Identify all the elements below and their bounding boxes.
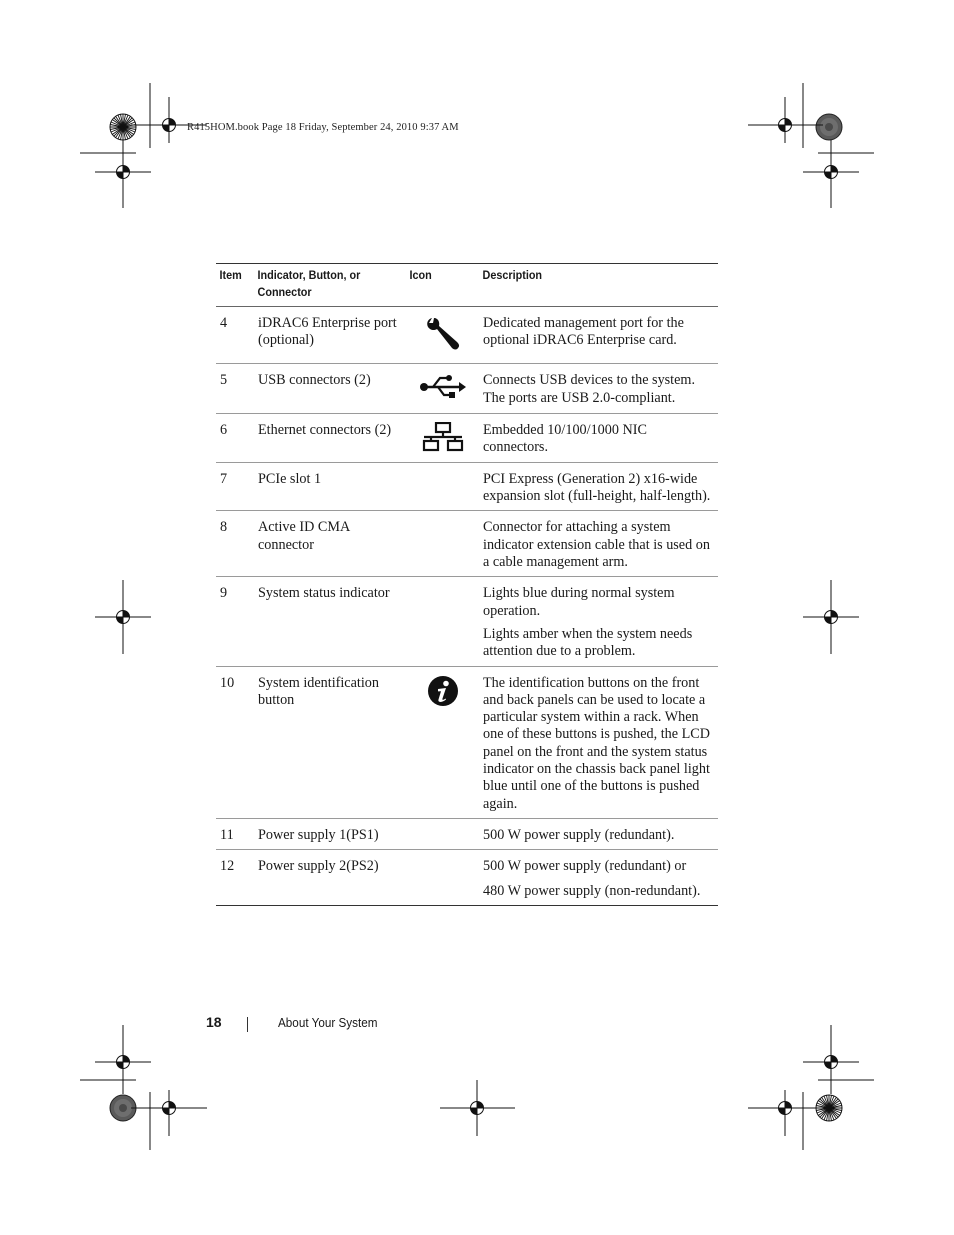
network-icon [422, 422, 464, 452]
indicator-name: iDRAC6 Enterprise port (optional) [254, 307, 406, 364]
description-text: 480 W power supply (non-redundant). [483, 882, 701, 899]
description-text: Lights amber when the system needs attention due to a problem. [483, 625, 693, 660]
table-row [216, 462, 718, 511]
section-title: About Your System [278, 1015, 378, 1030]
table-row [216, 307, 718, 364]
item-number: 12 [216, 850, 254, 906]
item-number: 8 [216, 511, 254, 577]
description-text: Connector for attaching a system indicator extension cable that is used on a cable management arm. [483, 519, 710, 571]
column-header-icon: Icon [406, 264, 470, 307]
indicator-name: Power supply 2(PS2) [254, 850, 406, 906]
indicator-name: PCIe slot 1 [254, 462, 406, 511]
description-text: Dedicated management port for the optional iDRAC6 Enterprise card. [483, 315, 684, 349]
indicator-name: System status indicator [254, 577, 406, 666]
description-text: 500 W power supply (redundant) or [483, 858, 687, 875]
usb-icon [419, 372, 467, 402]
info-icon [427, 675, 459, 707]
column-header-description: Description [479, 264, 689, 307]
item-number: 11 [216, 818, 254, 849]
table-row [216, 818, 718, 849]
item-number: 4 [216, 307, 254, 364]
description-text: PCI Express (Generation 2) x16-wide expansion slot (full-height, half-length). [483, 470, 711, 505]
table-row [216, 850, 718, 906]
description-text: 500 W power supply (redundant). [483, 826, 675, 843]
description-text: Connects USB devices to the system. The ports are USB 2.0-compliant. [483, 372, 696, 406]
indicator-name: USB connectors (2) [254, 364, 406, 413]
column-header-item: Item [216, 264, 249, 307]
description-text: Embedded 10/100/1000 NIC connectors. [483, 421, 647, 455]
table-row [216, 413, 718, 462]
indicator-name: Active ID CMA connector [254, 511, 406, 577]
item-number: 7 [216, 462, 254, 511]
column-header-indicator: Indicator, Button, or Connector [254, 264, 388, 307]
indicator-name: Power supply 1(PS1) [254, 818, 406, 849]
page-number: 18 [206, 1014, 222, 1030]
footer-separator [247, 1017, 248, 1032]
table-row [216, 511, 718, 577]
indicator-name: Ethernet connectors (2) [254, 413, 406, 462]
description-text: The identification buttons on the front and back panels can be used to locate a particular system within a rack. When one of these buttons is pushed, the LCD panel on the front and the system status indicator on the chassis back panel light blue until one of the buttons is pushed again. [483, 674, 710, 812]
wrench-icon [425, 315, 461, 353]
item-number: 6 [216, 413, 254, 462]
table-row [216, 666, 718, 818]
indicator-name: System identification button [254, 666, 406, 818]
item-number: 5 [216, 364, 254, 413]
print-info-header: R415HOM.book Page 18 Friday, September 24, 2010 9:37 AM [187, 122, 459, 133]
table-row [216, 364, 718, 413]
item-number: 9 [216, 577, 254, 666]
description-text: Lights blue during normal system operation. [483, 585, 675, 619]
indicator-table [216, 263, 718, 906]
table-row [216, 577, 718, 666]
table-header-row [216, 264, 718, 307]
item-number: 10 [216, 666, 254, 818]
